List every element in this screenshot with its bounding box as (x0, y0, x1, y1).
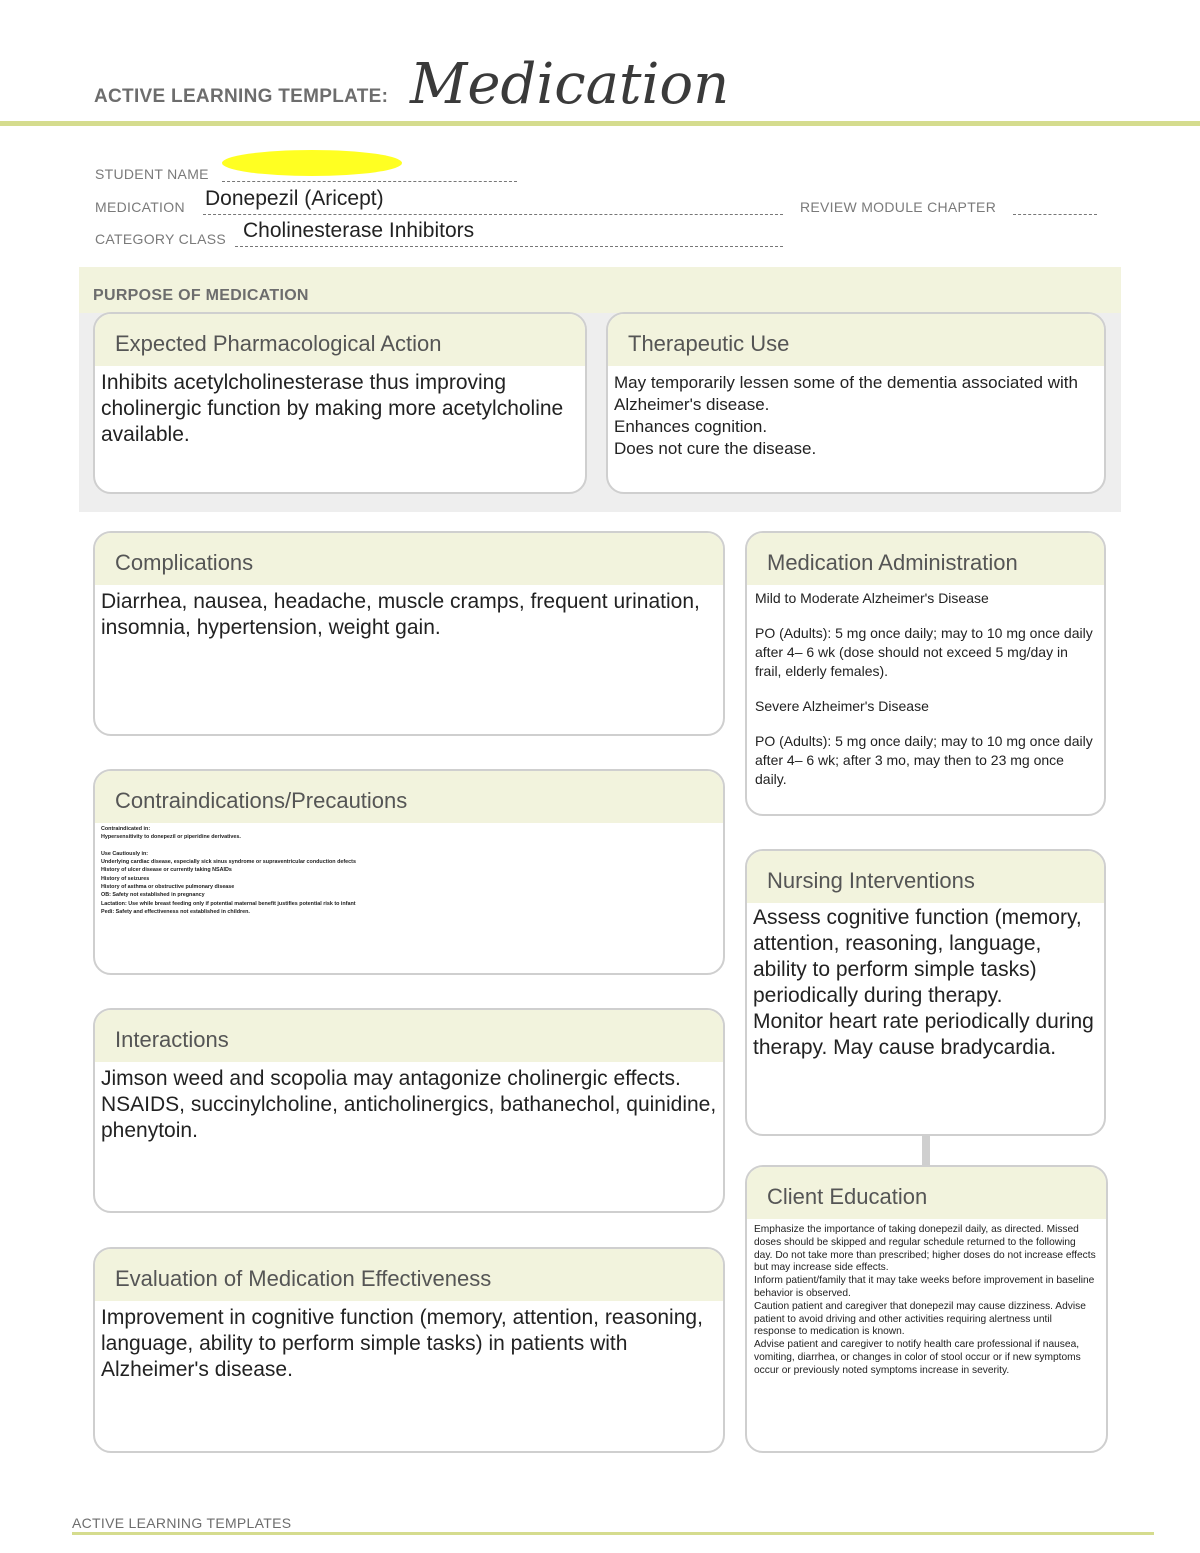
therapeutic-use-line: Does not cure the disease. (614, 439, 817, 458)
nursing-box (745, 849, 1106, 1136)
redaction-highlight (222, 150, 402, 176)
contraindications-line: History of asthma or obstructive pulmonary disease (101, 884, 235, 891)
administration-box (745, 531, 1106, 816)
complications-title: Complications (95, 533, 723, 585)
header-divider (0, 121, 1200, 126)
interactions-line: NSAIDS, succinylcholine, anticholinergics, bathanechol, quinidine, phenytoin. (101, 1093, 717, 1142)
education-title: Client Education (747, 1167, 1106, 1219)
therapeutic-use-body (608, 366, 1104, 460)
interactions-box (93, 1008, 725, 1213)
evaluation-title: Evaluation of Medication Effectiveness (95, 1249, 723, 1301)
expected-action-title: Expected Pharmacological Action (95, 314, 585, 366)
category-class-field[interactable] (235, 246, 783, 247)
administration-title: Medication Administration (747, 533, 1104, 585)
medication-field[interactable] (203, 214, 783, 215)
contraindications-line: History of ulcer disease or currently taking NSAIDs (101, 867, 232, 874)
page-title: Medication (410, 52, 730, 117)
nursing-title: Nursing Interventions (747, 851, 1104, 903)
therapeutic-use-box (606, 312, 1106, 494)
evaluation-body: Improvement in cognitive function (memory, attention, reasoning, language, ability to perform simple tasks) in patients with Alzheimer's disease. (101, 1306, 703, 1381)
education-line: Caution patient and caregiver that donepezil may cause dizziness. Advise patient to avoid driving and other activities requiring alertness until response to medication is known. (754, 1300, 1086, 1338)
contraindications-body (95, 823, 723, 916)
medication-value: Donepezil (Aricept) (205, 187, 384, 210)
purpose-label: PURPOSE OF MEDICATION (93, 287, 309, 304)
administration-paragraph: Mild to Moderate Alzheimer's Disease (755, 590, 989, 606)
administration-paragraph: PO (Adults): 5 mg once daily; may to 10 mg once daily after 4– 6 wk; after 3 mo, may then to 23 mg once daily. (755, 733, 1093, 787)
education-line: Inform patient/family that it may take weeks before improvement in baseline behavior is observed. (754, 1275, 1095, 1299)
contraindications-title: Contraindications/Precautions (95, 771, 723, 823)
education-line: Advise patient and caregiver to notify health care professional if nausea, vomiting, diarrhea, or changes in color of stool occur or if new symptoms occur or previously noted symptoms increase in severity. (754, 1339, 1081, 1376)
contraindications-spacer (101, 842, 717, 850)
contraindications-line: Pedi: Safety and effectiveness not established in children. (101, 908, 250, 915)
complications-body: Diarrhea, nausea, headache, muscle cramps, frequent urination, insomnia, hypertension, weight gain. (101, 590, 700, 639)
medication-label: MEDICATION (95, 199, 185, 215)
category-class-value: Cholinesterase Inhibitors (243, 219, 475, 242)
template-label: ACTIVE LEARNING TEMPLATE: (94, 86, 389, 107)
contraindications-line: OB: Safety not established in pregnancy (101, 892, 205, 899)
contraindications-line: Hypersensitivity to donepezil or piperidine derivatives. (101, 834, 241, 841)
therapeutic-use-title: Therapeutic Use (608, 314, 1104, 366)
contraindications-box (93, 769, 725, 975)
administration-paragraph: Severe Alzheimer's Disease (755, 698, 929, 714)
contraindications-line: Contraindicated in: (101, 826, 151, 832)
education-body (747, 1219, 1106, 1378)
administration-paragraph: PO (Adults): 5 mg once daily; may to 10 mg once daily after 4– 6 wk (dose should not exceed 5 mg/day in frail, elderly females). (755, 625, 1093, 679)
student-name-label: STUDENT NAME (95, 166, 209, 182)
interactions-title: Interactions (95, 1010, 723, 1062)
box-connector (922, 1136, 930, 1166)
contraindications-line: Lactation: Use while breast feeding only if potential maternal benefit justifies potential risk to infant (101, 900, 356, 907)
administration-body (747, 585, 1104, 789)
nursing-body (747, 903, 1104, 1061)
nursing-line: Assess cognitive function (memory, attention, reasoning, language, ability to perform simple tasks) periodically during therapy. (753, 906, 1082, 1007)
footer-label: ACTIVE LEARNING TEMPLATES (72, 1515, 292, 1531)
education-box (745, 1165, 1108, 1453)
review-module-field[interactable] (1013, 214, 1097, 215)
complications-box (93, 531, 725, 736)
nursing-line: Monitor heart rate periodically during therapy. May cause bradycardia. (753, 1010, 1094, 1059)
evaluation-box (93, 1247, 725, 1453)
category-class-label: CATEGORY CLASS (95, 231, 227, 247)
therapeutic-use-line: May temporarily lessen some of the dementia associated with Alzheimer's disease. (614, 373, 1078, 414)
interactions-body (95, 1062, 723, 1144)
expected-action-box (93, 312, 587, 494)
contraindications-line: Underlying cardiac disease, especially sick sinus syndrome or supraventricular conduction defects (101, 859, 356, 866)
contraindications-line: Use Cautiously in: (101, 850, 149, 857)
review-module-label: REVIEW MODULE CHAPTER (800, 199, 997, 215)
education-line: Emphasize the importance of taking donepezil daily, as directed. Missed doses should be skipped and regular schedule returned to the following day. Do not take more than prescribed; higher doses do not increase effects but may increase side effects. (754, 1224, 1096, 1274)
footer-divider (72, 1532, 1154, 1535)
interactions-line: Jimson weed and scopolia may antagonize cholinergic effects. (101, 1067, 681, 1090)
expected-action-body: Inhibits acetylcholinesterase thus improving cholinergic function by making more acetylcholine available. (101, 371, 564, 446)
contraindications-line: History of seizures (101, 875, 150, 882)
therapeutic-use-line: Enhances cognition. (614, 417, 768, 436)
student-name-field[interactable] (222, 181, 517, 182)
